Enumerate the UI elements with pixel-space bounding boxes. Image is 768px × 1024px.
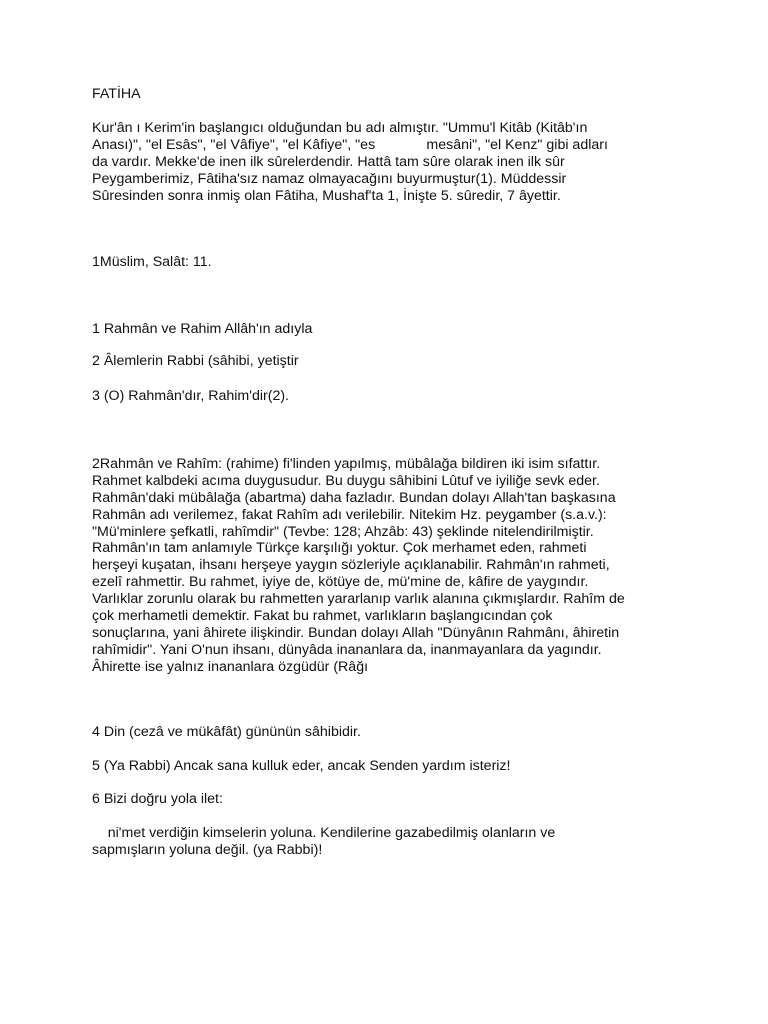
intro-paragraph bbox=[92, 120, 692, 204]
footnote-2 bbox=[92, 456, 692, 676]
title-text: FATİHA bbox=[92, 86, 141, 102]
intro-line: Peygamberimiz, Fâtiha'sız namaz olmayacağını buyurmuştur(1). Müddessir bbox=[92, 170, 567, 187]
footnote-1 bbox=[92, 254, 692, 271]
footnote-1-text: 1Müslim, Salât: 11. bbox=[92, 254, 212, 270]
intro-line: da vardır. Mekke'de inen ilk sûrelerdendir. Hattâ tam sûre olarak inen ilk sûr bbox=[92, 153, 565, 170]
verse-4-text: 4 Din (cezâ ve mükâfât) gününün sâhibidir. bbox=[92, 724, 361, 740]
verse-1 bbox=[92, 321, 692, 338]
footnote-2-line: Varlıklar zorunlu olarak bu rahmetten yararlanıp varlık alanına çıkmışlardır. Rahîm de bbox=[92, 591, 625, 608]
verse-1-text: 1 Rahmân ve Rahim Allâh'ın adıyla bbox=[92, 321, 313, 337]
verse-5 bbox=[92, 758, 692, 775]
verse-3 bbox=[92, 388, 692, 405]
verse-7-line: sapmışların yoluna değil. (ya Rabbi)! bbox=[92, 841, 323, 858]
footnote-2-line: çok merhametli demektir. Fakat bu rahmet, varlıkların başlangıcından çok bbox=[92, 608, 553, 625]
verse-5-text: 5 (Ya Rabbi) Ancak sana kulluk eder, ancak Senden yardım isteriz! bbox=[92, 758, 511, 774]
footnote-2-line: 2Rahmân ve Rahîm: (rahime) fi'linden yapılmış, mübâlağa bildiren iki isim sıfattır. bbox=[92, 456, 601, 472]
verse-7-line: ni'met verdiğin kimselerin yoluna. Kendilerine gazabedilmiş olanların ve bbox=[92, 825, 556, 841]
footnote-2-line: sonuçlarına, yani âhirete ilişkindir. Bundan dolayı Allah "Dünyânın Rahmânı, âhiretin bbox=[92, 624, 620, 641]
footnote-2-line: ezelî rahmettir. Bu rahmet, iyiye de, kötüye de, mü'mine de, kâfire de yaygındır. bbox=[92, 574, 589, 591]
document-title bbox=[92, 86, 692, 103]
footnote-2-line: rahîmidir". Yani O'nun ihsanı, dünyâda inananlara da, inanmayanlara da yagındır. bbox=[92, 641, 602, 658]
footnote-2-line: Rahmân adı verilemez, fakat Rahîm adı verilebilir. Nitekim Hz. peygamber (s.a.v.): bbox=[92, 506, 607, 523]
intro-line: Anası)", "el Esâs", "el Vâfiye", "el Kâfiye", "es mesâni", "el Kenz" gibi adları bbox=[92, 136, 608, 153]
footnote-2-line: Rahmân'daki mübâlağa (abartma) daha fazladır. Bundan dolayı Allah'tan başkasına bbox=[92, 489, 616, 506]
intro-line: Sûresinden sonra inmiş olan Fâtiha, Mushaf'ta 1, İnişte 5. sûredir, 7 âyettir. bbox=[92, 187, 561, 204]
footnote-2-line: herşeyi kuşatan, ihsanı herşeye yaygın sözleriyle açıklanabilir. Rahmân'ın rahmeti, bbox=[92, 557, 610, 574]
verse-6 bbox=[92, 791, 692, 808]
footnote-2-line: Rahmân'ın tam anlamıyle Türkçe karşılığı yoktur. Çok merhamet eden, rahmeti bbox=[92, 540, 587, 557]
verse-6-text: 6 Bizi doğru yola ilet: bbox=[92, 791, 223, 807]
verse-2-text: 2 Âlemlerin Rabbi (sâhibi, yetiştir bbox=[92, 353, 299, 369]
verse-3-text: 3 (O) Rahmân'dır, Rahim'dir(2). bbox=[92, 388, 290, 404]
verse-7 bbox=[92, 825, 692, 859]
footnote-2-line: "Mü'minlere şefkatli, rahîmdir" (Tevbe: 128; Ahzâb: 43) şeklinde nitelendirilmiştir. bbox=[92, 523, 594, 540]
verse-2 bbox=[92, 353, 692, 370]
footnote-2-line: Âhirette ise yalnız inananlara özgüdür (Râğı bbox=[92, 658, 369, 675]
intro-line: Kur'ân ı Kerim'in başlangıcı olduğundan bu adı almıştır. "Ummu'l Kitâb (Kitâb'ın bbox=[92, 120, 588, 136]
footnote-2-line: Rahmet kalbdeki acıma duygusudur. Bu duygu sâhibini Lûtuf ve iyiliğe sevk eder. bbox=[92, 472, 600, 489]
verse-4 bbox=[92, 724, 692, 741]
